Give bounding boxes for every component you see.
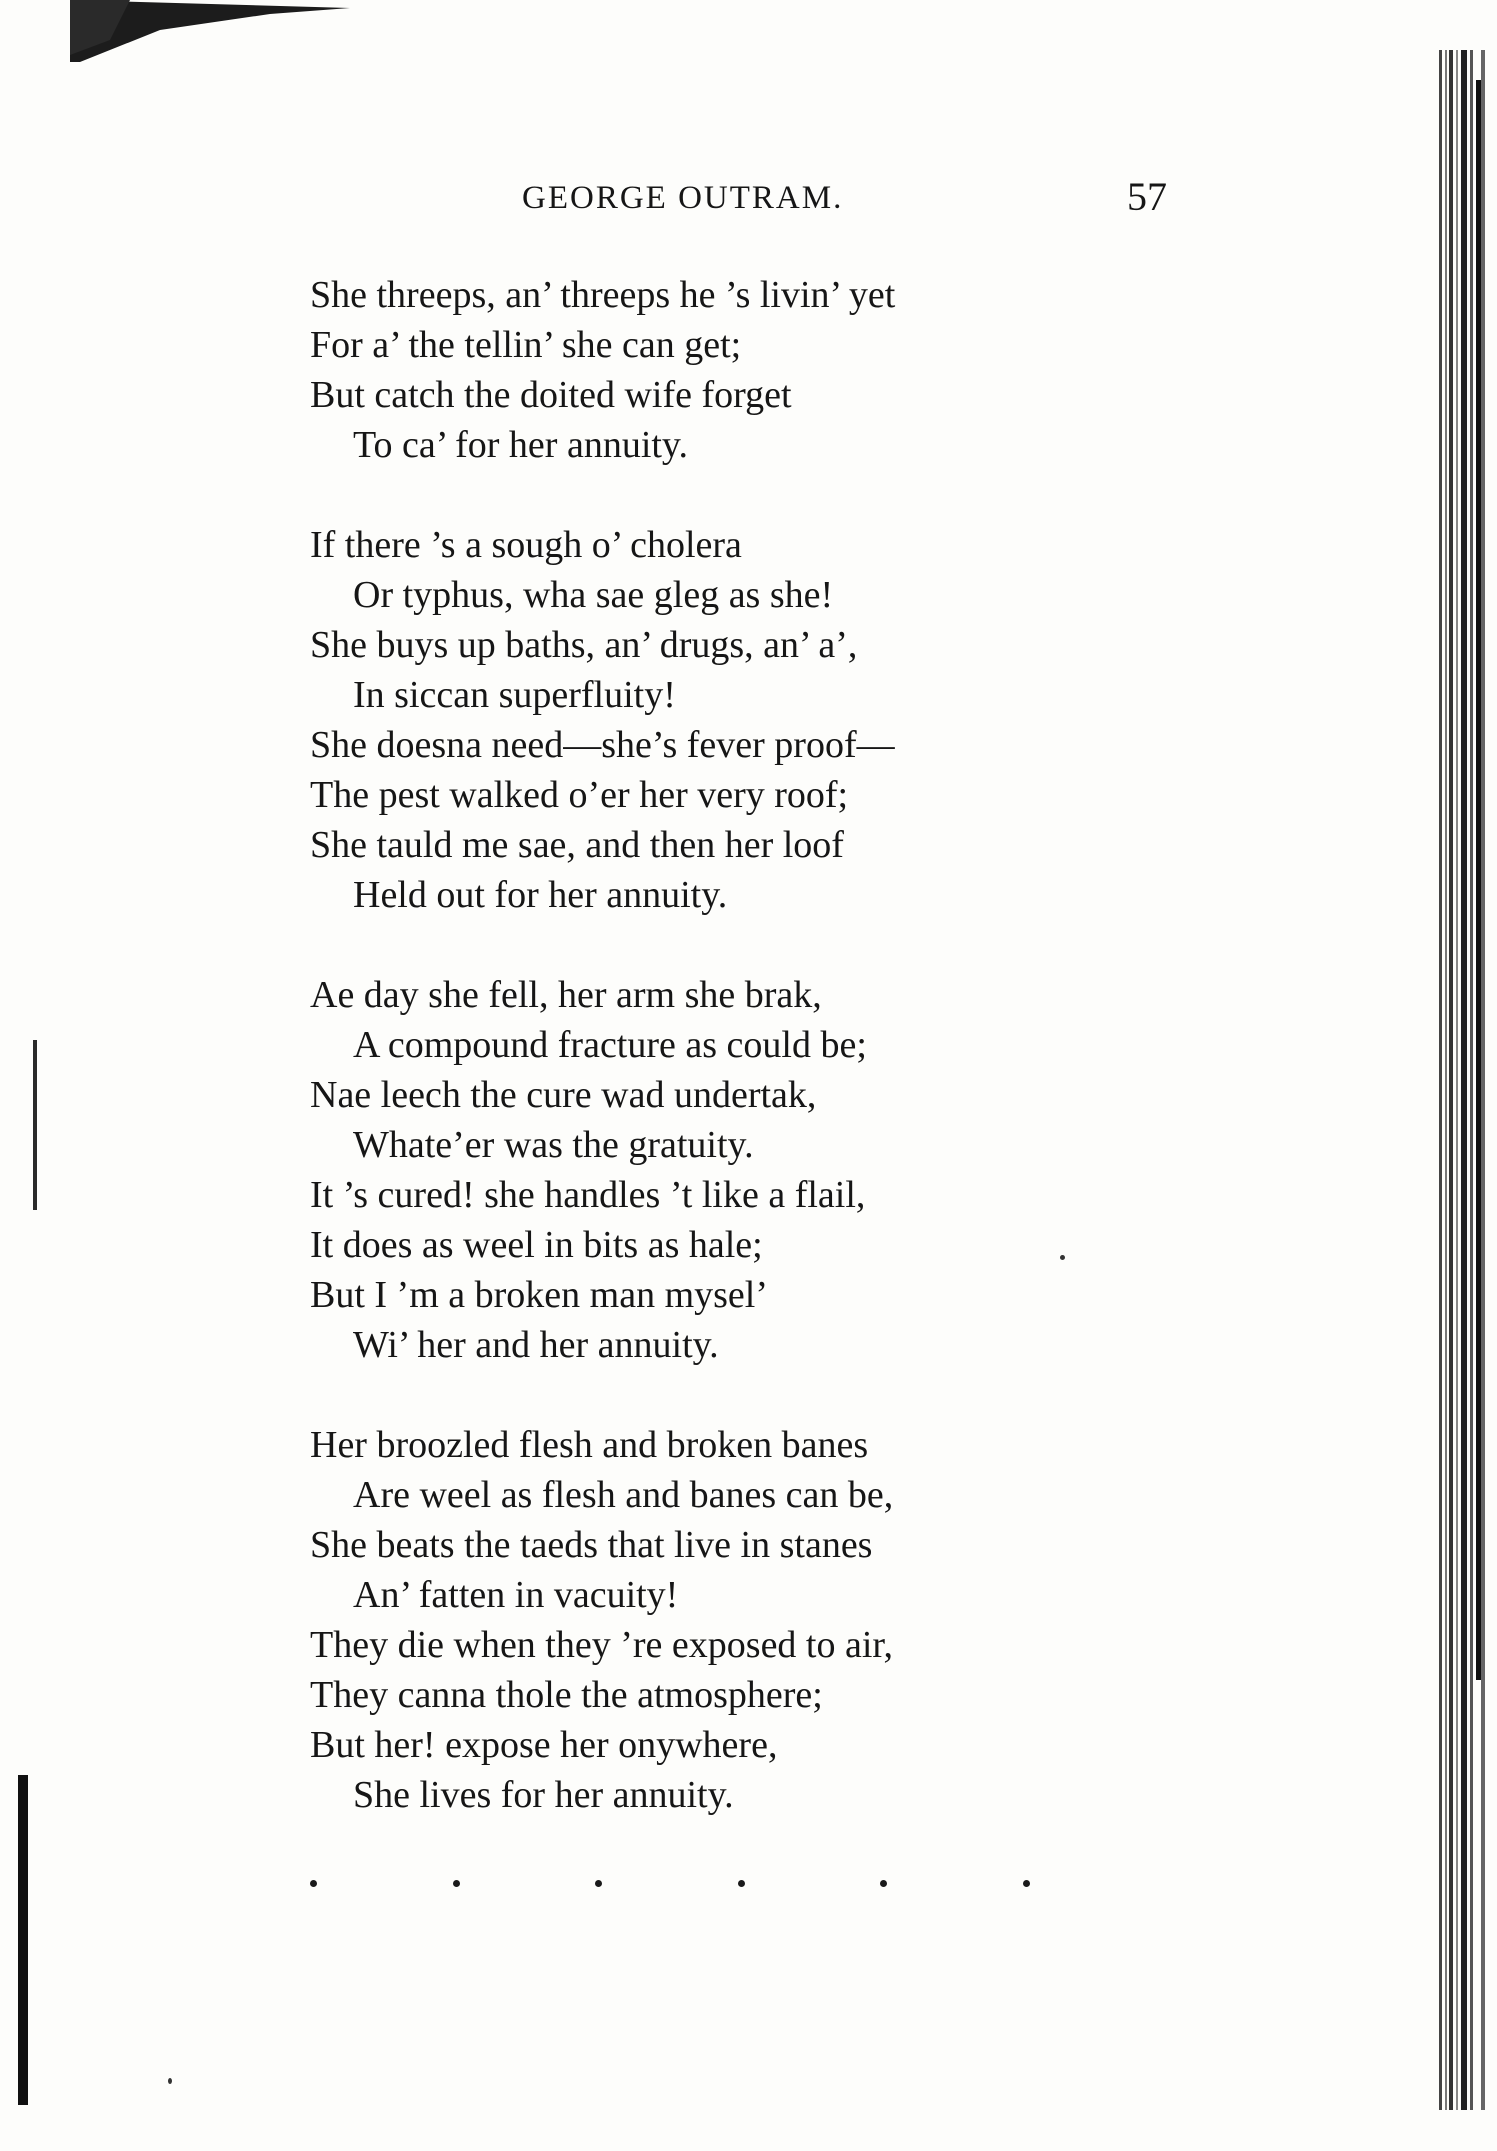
ornamental-dot: [880, 1880, 887, 1887]
poem-line: But her! expose her onywhere,: [310, 1724, 778, 1766]
poem-line: She beats the taeds that live in stanes: [310, 1524, 873, 1566]
poem-line: It ’s cured! she handles ’t like a flail,: [310, 1174, 866, 1216]
ornamental-dot: [453, 1880, 460, 1887]
ornamental-dot-row: [310, 1880, 1030, 1887]
ornamental-dot: [738, 1880, 745, 1887]
poem-line: But catch the doited wife forget: [310, 374, 792, 416]
poem-line: It does as weel in bits as hale;: [310, 1224, 763, 1266]
stanza: [310, 970, 1070, 1370]
ornamental-dot: [595, 1880, 602, 1887]
poem-line: Nae leech the cure wad undertak,: [310, 1074, 817, 1116]
poem-line: For a’ the tellin’ she can get;: [310, 324, 742, 366]
poem-line: They die when they ’re exposed to air,: [310, 1624, 894, 1666]
poem-line: She threeps, an’ threeps he ’s livin’ yet: [310, 274, 896, 316]
stanza: [310, 520, 1070, 920]
poem-line: The pest walked o’er her very roof;: [310, 774, 849, 816]
scan-margin-bar: [18, 1775, 28, 2105]
poem-line: They canna thole the atmosphere;: [310, 1674, 823, 1716]
scan-speck: [168, 2078, 172, 2084]
poem-line: She tauld me sae, and then her loof: [310, 824, 844, 866]
ornamental-dot: [310, 1880, 317, 1887]
poem-line: An’ fatten in vacuity!: [353, 1574, 679, 1616]
poem-line: Are weel as flesh and banes can be,: [353, 1474, 894, 1516]
running-head: GEORGE OUTRAM.: [522, 180, 844, 216]
poem-line: In siccan superfluity!: [353, 674, 676, 716]
poem-line: Or typhus, wha sae gleg as she!: [353, 574, 834, 616]
stanza: [310, 1420, 1070, 1820]
poem-line: If there ’s a sough o’ cholera: [310, 524, 742, 566]
stanza: [310, 270, 1070, 470]
ornamental-dot: [1023, 1880, 1030, 1887]
poem-line: Held out for her annuity.: [353, 874, 728, 916]
poem-line: Ae day she fell, her arm she brak,: [310, 974, 822, 1016]
scan-corner-artifact: [70, 0, 350, 70]
poem-line: But I ’m a broken man mysel’: [310, 1274, 769, 1316]
page-edge-shadow: [1437, 50, 1487, 2110]
poem-line: A compound fracture as could be;: [353, 1024, 867, 1066]
poem-line: Her broozled flesh and broken banes: [310, 1424, 869, 1466]
scan-margin-line: [33, 1040, 37, 1210]
poem: [310, 270, 1070, 1870]
poem-line: Whate’er was the gratuity.: [353, 1124, 754, 1166]
poem-line: Wi’ her and her annuity.: [353, 1324, 719, 1366]
poem-line: She lives for her annuity.: [353, 1774, 734, 1816]
poem-line: She buys up baths, an’ drugs, an’ a’,: [310, 624, 858, 666]
poem-line: She doesna need—she’s fever proof—: [310, 724, 895, 766]
poem-line: To ca’ for her annuity.: [353, 424, 688, 466]
page-number: 57: [1127, 174, 1167, 219]
